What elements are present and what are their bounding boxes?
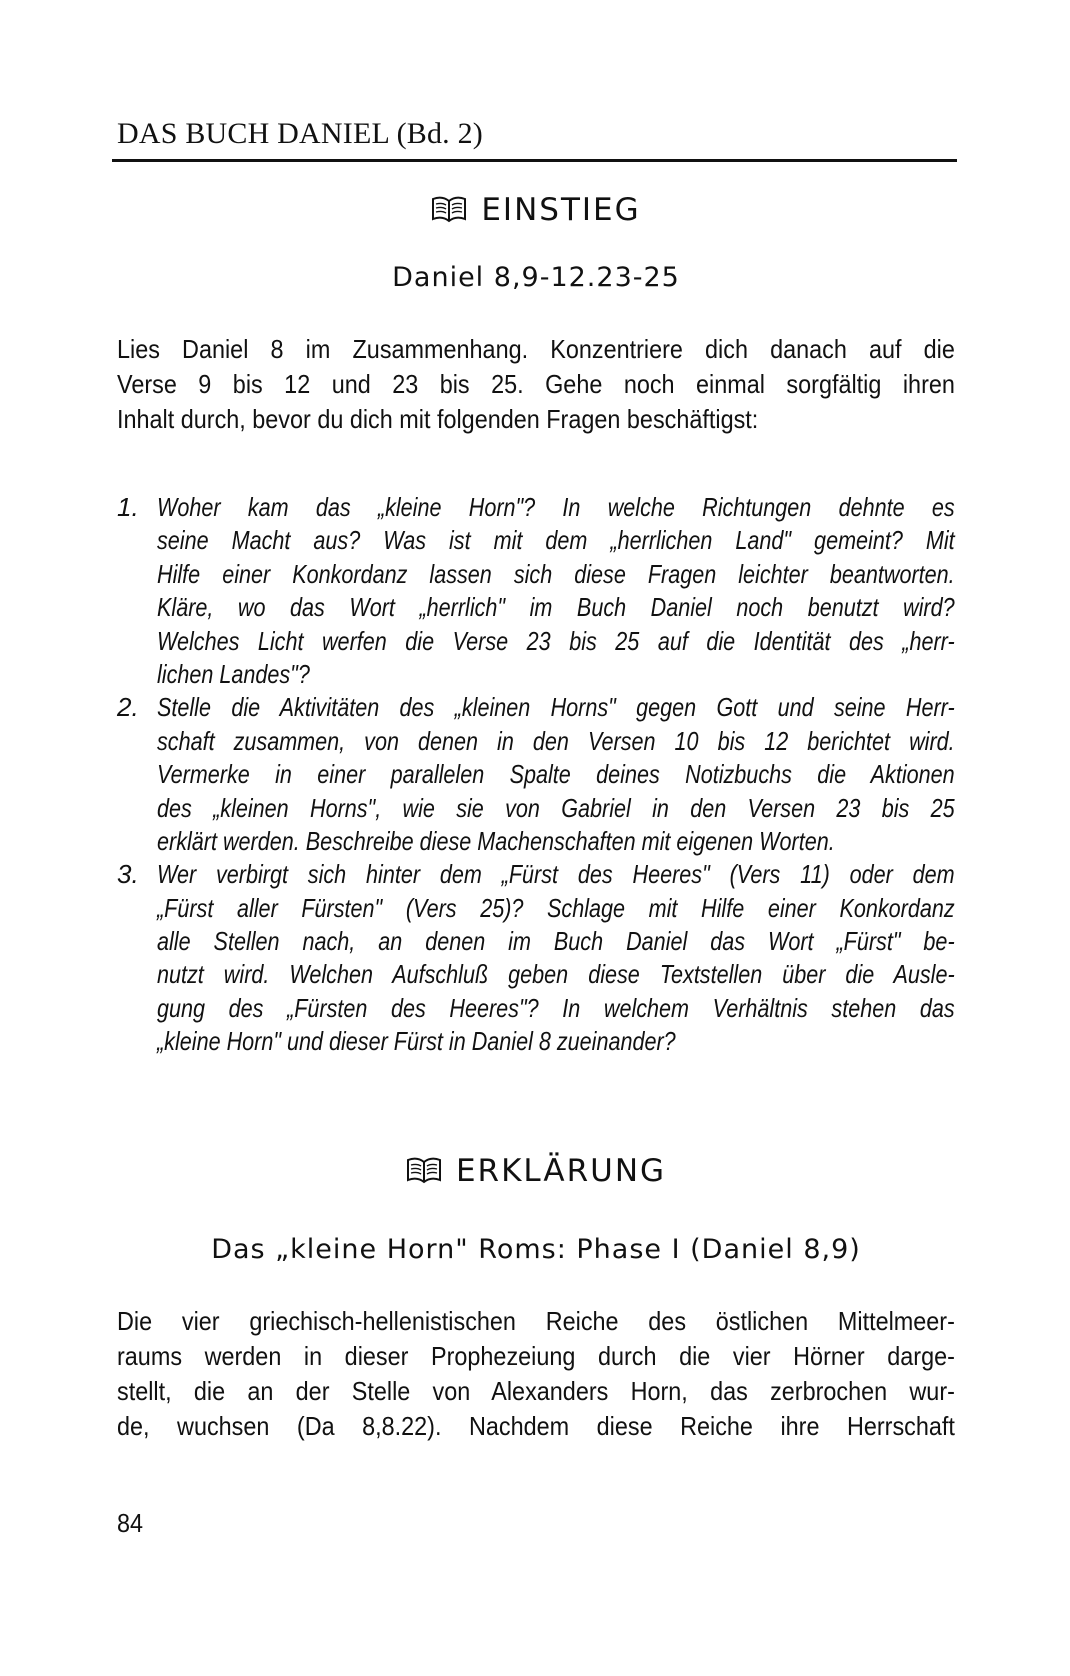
question-text <box>157 858 955 1058</box>
text-line: lichen Landes"? <box>157 658 310 689</box>
question-item <box>117 491 955 691</box>
question-number: 2. <box>117 692 139 723</box>
open-book-icon <box>406 1156 442 1184</box>
text-line: des „kleinen Horns", wie sie von Gabriel in den Versen 23 bis 25 <box>157 792 955 823</box>
text-line: raums werden in dieser Prophezeiung durch die vier Hörner darge- <box>117 1341 955 1371</box>
text-line: „Fürst aller Fürsten" (Vers 25)? Schlage mit Hilfe einer Konkordanz <box>157 892 955 923</box>
text-line: Lies Daniel 8 im Zusammenhang. Konzentriere dich danach auf die <box>117 334 955 364</box>
section-heading-erklaerung <box>117 1151 955 1191</box>
section-heading-einstieg <box>117 190 955 230</box>
text-line: stellt, die an der Stelle von Alexanders Horn, das zerbrochen wur- <box>117 1376 955 1406</box>
question-text <box>157 491 955 691</box>
text-line: Woher kam das „kleine Horn"? In welche Richtungen dehnte es <box>157 492 955 522</box>
running-head: DAS BUCH DANIEL (Bd. 2) <box>117 117 483 150</box>
text-line: de, wuchsen (Da 8,8.22). Nachdem diese Reiche ihre Herrschaft <box>117 1411 955 1441</box>
text-line: Vermerke in einer parallelen Spalte deines Notizbuchs die Aktionen <box>157 759 955 790</box>
text-line: nutzt wird. Welchen Aufschluß geben diese Textstellen über die Ausle- <box>157 959 955 990</box>
text-line: gung des „Fürsten des Heeres"? In welchem Verhältnis stehen das <box>157 992 955 1023</box>
text-line: Stelle die Aktivitäten des „kleinen Horns" gegen Gott und seine Herr- <box>157 692 955 723</box>
text-line: Wer verbirgt sich hinter dem „Fürst des Heeres" (Vers 11) oder dem <box>157 859 955 890</box>
question-text <box>157 691 955 858</box>
text-line: alle Stellen nach, an denen im Buch Daniel das Wort „Fürst" be- <box>157 926 955 957</box>
book-page <box>117 0 955 1676</box>
header-rule <box>112 159 957 162</box>
text-line: Die vier griechisch-hellenistischen Reiche des östlichen Mittelmeer- <box>117 1306 955 1336</box>
question-number: 1. <box>117 492 139 522</box>
text-line: „kleine Horn" und dieser Fürst in Daniel 8 zueinander? <box>157 1026 676 1057</box>
text-line: erklärt werden. Beschreibe diese Machenschaften mit eigenen Worten. <box>157 825 835 856</box>
question-number: 3. <box>117 859 139 890</box>
question-item <box>117 691 955 858</box>
intro-paragraph <box>117 332 955 437</box>
text-line: Kläre, wo das Wort „herrlich" im Buch Daniel noch benutzt wird? <box>157 592 955 623</box>
question-item <box>117 858 955 1058</box>
text-line: Welches Licht werfen die Verse 23 bis 25 auf die Identität des „herr- <box>157 625 955 656</box>
section-heading-text: ERKLÄRUNG <box>455 1153 667 1189</box>
text-line: Verse 9 bis 12 und 23 bis 25. Gehe noch einmal sorgfältig ihren <box>117 369 955 399</box>
text-line: seine Macht aus? Was ist mit dem „herrlichen Land" gemeint? Mit <box>157 525 955 556</box>
section-heading-text: EINSTIEG <box>481 192 641 228</box>
explanation-paragraph <box>117 1304 955 1444</box>
text-line: Hilfe einer Konkordanz lassen sich diese Fragen leichter beantworten. <box>157 558 955 589</box>
subheading-passage: Daniel 8,9-12.23-25 <box>392 262 680 293</box>
text-line: Inhalt durch, bevor du dich mit folgenden Fragen beschäftigst: <box>117 404 759 434</box>
subheading-phase: Das „kleine Horn" Roms: Phase I (Daniel 8,9) <box>211 1234 861 1265</box>
open-book-icon <box>431 195 467 223</box>
page-number: 84 <box>117 1508 144 1538</box>
question-list <box>117 491 955 1059</box>
text-line: schaft zusammen, von denen in den Versen 10 bis 12 berichtet wird. <box>157 725 955 756</box>
